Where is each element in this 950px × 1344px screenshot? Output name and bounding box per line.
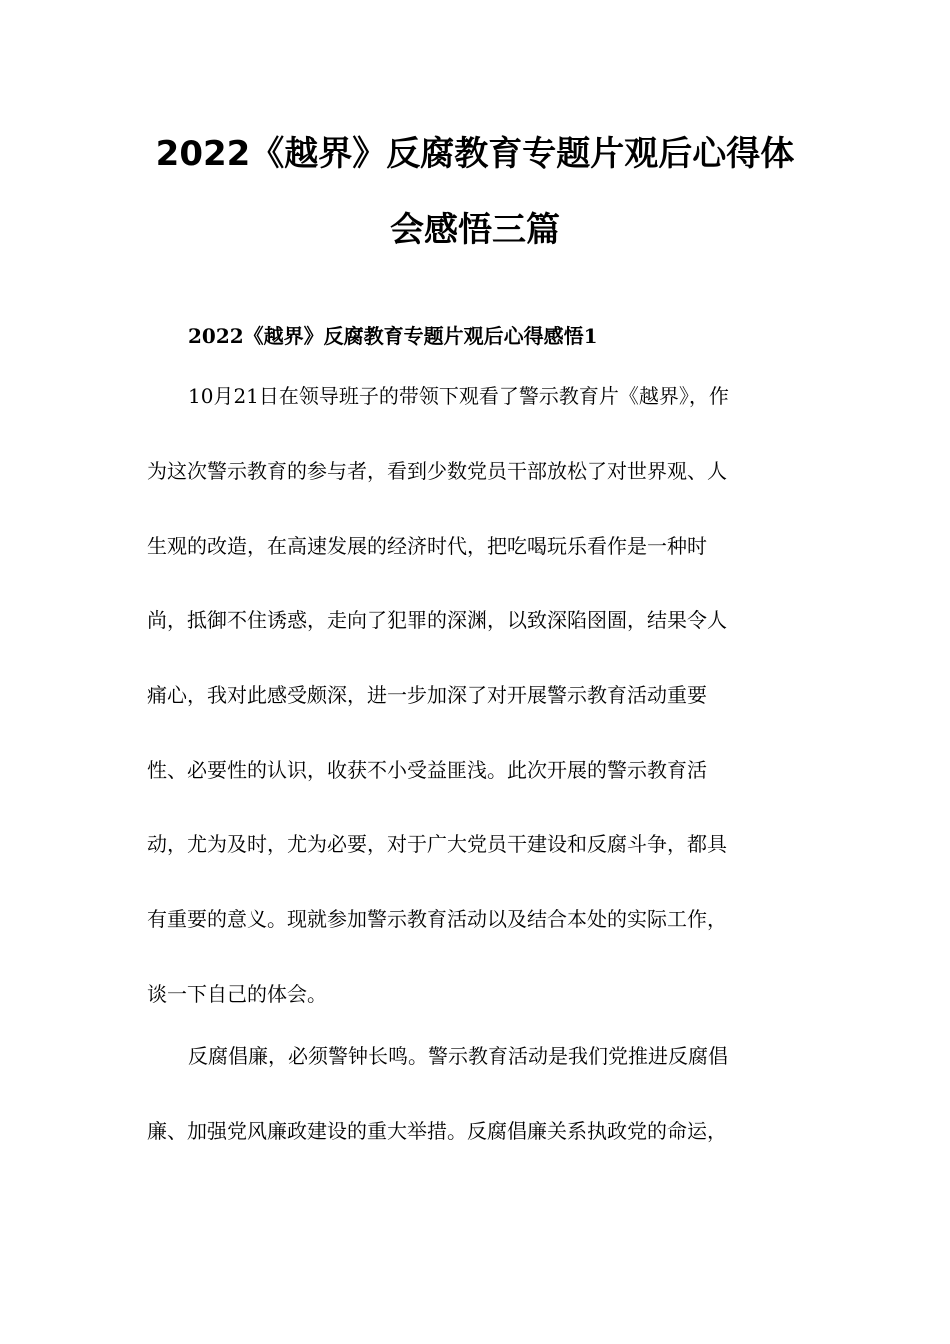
section-heading: 2022《越界》反腐教育专题片观后心得感悟1 bbox=[188, 324, 598, 348]
paragraph-1-line-5: 痛心，我对此感受颇深，进一步加深了对开展警示教育活动重要 bbox=[147, 683, 707, 707]
paragraph-1-line-9: 谈一下自己的体会。 bbox=[147, 982, 327, 1006]
document-title-line-1: 2022《越界》反腐教育专题片观后心得体 bbox=[155, 134, 795, 174]
paragraph-2-line-2: 廉、加强党风廉政建设的重大举措。反腐倡廉关系执政党的命运， bbox=[147, 1119, 727, 1143]
document-title-line-2: 会感悟三篇 bbox=[390, 210, 560, 250]
paragraph-1-line-7: 动，尤为及时，尤为必要，对于广大党员干建设和反腐斗争，都具 bbox=[147, 832, 727, 856]
paragraph-1-line-1: 10月21日在领导班子的带领下观看了警示教育片《越界》，作 bbox=[188, 384, 729, 408]
paragraph-1-line-4: 尚，抵御不住诱惑，走向了犯罪的深渊，以致深陷囹圄，结果令人 bbox=[147, 608, 727, 632]
paragraph-2-line-1: 反腐倡廉，必须警钟长鸣。警示教育活动是我们党推进反腐倡 bbox=[188, 1044, 728, 1068]
paragraph-1-line-6: 性、必要性的认识，收获不小受益匪浅。此次开展的警示教育活 bbox=[147, 758, 707, 782]
paragraph-1-line-3: 生观的改造，在高速发展的经济时代，把吃喝玩乐看作是一种时 bbox=[147, 534, 707, 558]
paragraph-1-line-8: 有重要的意义。现就参加警示教育活动以及结合本处的实际工作， bbox=[147, 907, 727, 931]
paragraph-1-line-2: 为这次警示教育的参与者，看到少数党员干部放松了对世界观、人 bbox=[147, 459, 727, 483]
